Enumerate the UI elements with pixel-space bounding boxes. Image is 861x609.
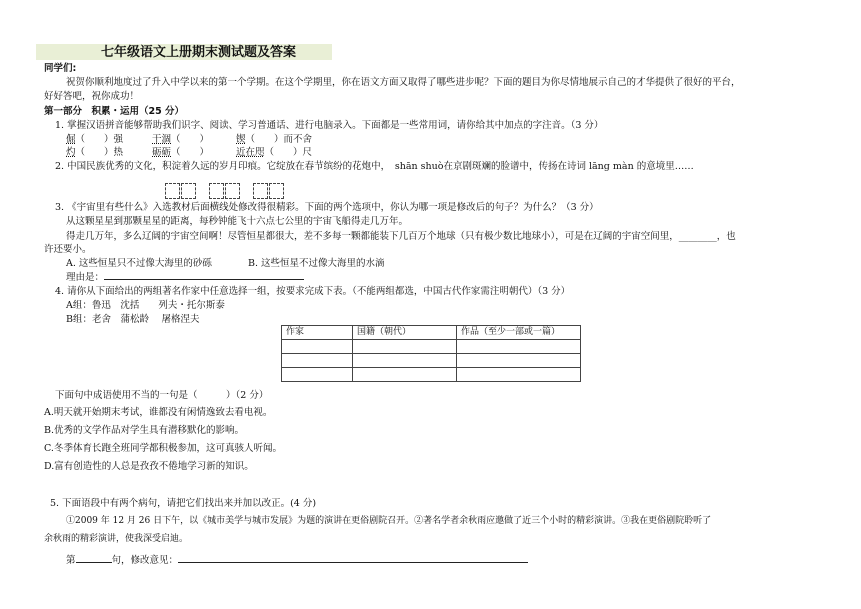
idiom-option-c: C.冬季体育长跑全班同学都积极参加，这可真骇人听闻。 bbox=[44, 443, 282, 454]
table-cell[interactable] bbox=[282, 354, 353, 368]
q3-option-b: B. 这些恒星不过像大海里的水滴 bbox=[248, 258, 385, 269]
q1-blank: （ ）强 bbox=[75, 134, 124, 145]
intro-line-1: 祝贺你顺利地度过了升入中学以来的第一个学期。在这个学期里，你在语文方面又取得了哪些进步呢？下面的题目为你尽情地展示自己的才华提供了很好的平台， bbox=[66, 77, 741, 88]
char-box[interactable] bbox=[181, 183, 196, 199]
char-box[interactable] bbox=[225, 183, 240, 199]
q1-blank: （ ）尺 bbox=[264, 147, 313, 158]
q1-blank: （ ） bbox=[171, 147, 210, 158]
q3-reason-text: 理由是： bbox=[66, 272, 105, 283]
char-box[interactable] bbox=[269, 183, 284, 199]
question-5: 5. 下面语段中有两个病句，请把它们找出来并加以改正。(4 分) bbox=[50, 498, 317, 509]
part1-heading: 第一部分 积累・运用（25 分） bbox=[44, 106, 185, 117]
q1-char: 倔 bbox=[66, 134, 76, 145]
q1-char: 干涸 bbox=[152, 134, 172, 145]
table-cell[interactable] bbox=[457, 340, 581, 354]
char-box[interactable] bbox=[209, 183, 224, 199]
idiom-option-d: D.富有创造性的人总是孜孜不倦地学习新的知识。 bbox=[44, 461, 254, 472]
q5-passage-line-1: ①2009 年 12 月 26 日下午，以《城市美学与城市发展》为题的演讲在更俗剧院召开。②著名学者余秋雨应邀做了近三个小时的精彩演讲。③我在更俗剧院聆听了 bbox=[66, 516, 712, 526]
table-header: 国籍（朝代） bbox=[353, 326, 457, 340]
q1-char: 灼 bbox=[66, 147, 76, 158]
table-cell[interactable] bbox=[282, 368, 353, 382]
q3-option-a: A. 这些恒星只不过像大海里的砂砾 bbox=[66, 258, 212, 269]
greeting: 同学们: bbox=[44, 63, 77, 74]
q4-group-b: B组：老舍 蒲松龄 屠格涅夫 bbox=[66, 314, 200, 325]
page-title: 七年级语文上册期末测试题及答案 bbox=[101, 45, 297, 60]
intro-line-2: 好好答吧，祝你成功！ bbox=[44, 91, 140, 102]
revision-blank[interactable] bbox=[178, 562, 528, 563]
q5-answer-label: 句，修改意见： bbox=[111, 555, 179, 566]
question-4: 4. 请你从下面给出的两组著名作家中任意选择一组，按要求完成下表。（不能两组都选，中国古代作家需注明朝代）（3 分） bbox=[55, 286, 571, 297]
table-cell[interactable] bbox=[457, 354, 581, 368]
author-table bbox=[281, 325, 581, 382]
table-cell[interactable] bbox=[353, 368, 457, 382]
question-idiom: 下面句中成语使用不当的一句是（ ）（2 分） bbox=[55, 390, 269, 401]
table-header: 作家 bbox=[282, 326, 353, 340]
table-row bbox=[282, 354, 581, 368]
char-box[interactable] bbox=[165, 183, 180, 199]
q3-line-2: 从这颗星星到那颗星星的距离，每秒钟能飞十六点七公里的宇宙飞船得走几万年。 bbox=[66, 216, 409, 227]
q3-line-4: 许还要小。 bbox=[44, 244, 92, 255]
table-cell[interactable] bbox=[353, 340, 457, 354]
q1-char: 砺砺 bbox=[152, 147, 172, 158]
question-2: 2. 中国民族优秀的文化，积淀着久远的岁月印痕。它绽放在春节缤纷的花炮中， shān shuò在京剧斑斓的脸谱中，传扬在诗词 lāng màn 的意境里…… bbox=[55, 161, 694, 172]
q3-reason-label bbox=[66, 272, 304, 284]
sentence-number-blank[interactable] bbox=[76, 562, 112, 563]
table-row bbox=[282, 340, 581, 354]
idiom-option-b: B.优秀的文学作品对学生具有潜移默化的影响。 bbox=[44, 425, 245, 436]
q1-blank: （ ） bbox=[171, 134, 210, 145]
q3-reason-line[interactable] bbox=[104, 279, 304, 280]
q5-answer-line bbox=[66, 555, 528, 567]
q4-group-a: A组：鲁迅 沈括 列夫・托尔斯泰 bbox=[66, 300, 225, 311]
q3-line-3: 得走几万年，多么辽阔的宇宙空间啊！尽管恒星都很大，差不多每一颗都能装下几百万个地球（只有极少数比地球小），可是在辽阔的宇宙空间里，________，也 bbox=[66, 231, 736, 242]
table-cell[interactable] bbox=[457, 368, 581, 382]
table-header: 作品（至少一部或一篇） bbox=[457, 326, 581, 340]
q1-char: 近在咫 bbox=[236, 147, 265, 158]
q5-passage-line-2: 余秋雨的精彩演讲，使我深受启迪。 bbox=[44, 534, 189, 544]
table-header-row bbox=[282, 326, 581, 340]
question-1: 1. 掌握汉语拼音能够帮助我们识字、阅读、学习普通话、进行电脑录入。下面都是一些常用词，请你给其中加点的字注音。（3 分） bbox=[55, 120, 604, 131]
char-box[interactable] bbox=[253, 183, 268, 199]
table-cell[interactable] bbox=[353, 354, 457, 368]
idiom-option-a: A.明天就开始期末考试，谁都没有闲情逸致去看电视。 bbox=[44, 407, 273, 418]
question-3: 3. 《宇宙里有些什么》入选教材后面横线处修改得很精彩。下面的两个选项中，你认为哪一项是修改后的句子？为什么？（3 分） bbox=[55, 202, 599, 213]
q1-blank: （ ）热 bbox=[75, 147, 124, 158]
q1-char: 锲 bbox=[236, 134, 246, 145]
q5-answer-prefix: 第 bbox=[66, 555, 76, 566]
table-row bbox=[282, 368, 581, 382]
table-cell[interactable] bbox=[282, 340, 353, 354]
q1-blank: （ ）而不舍 bbox=[245, 134, 313, 145]
